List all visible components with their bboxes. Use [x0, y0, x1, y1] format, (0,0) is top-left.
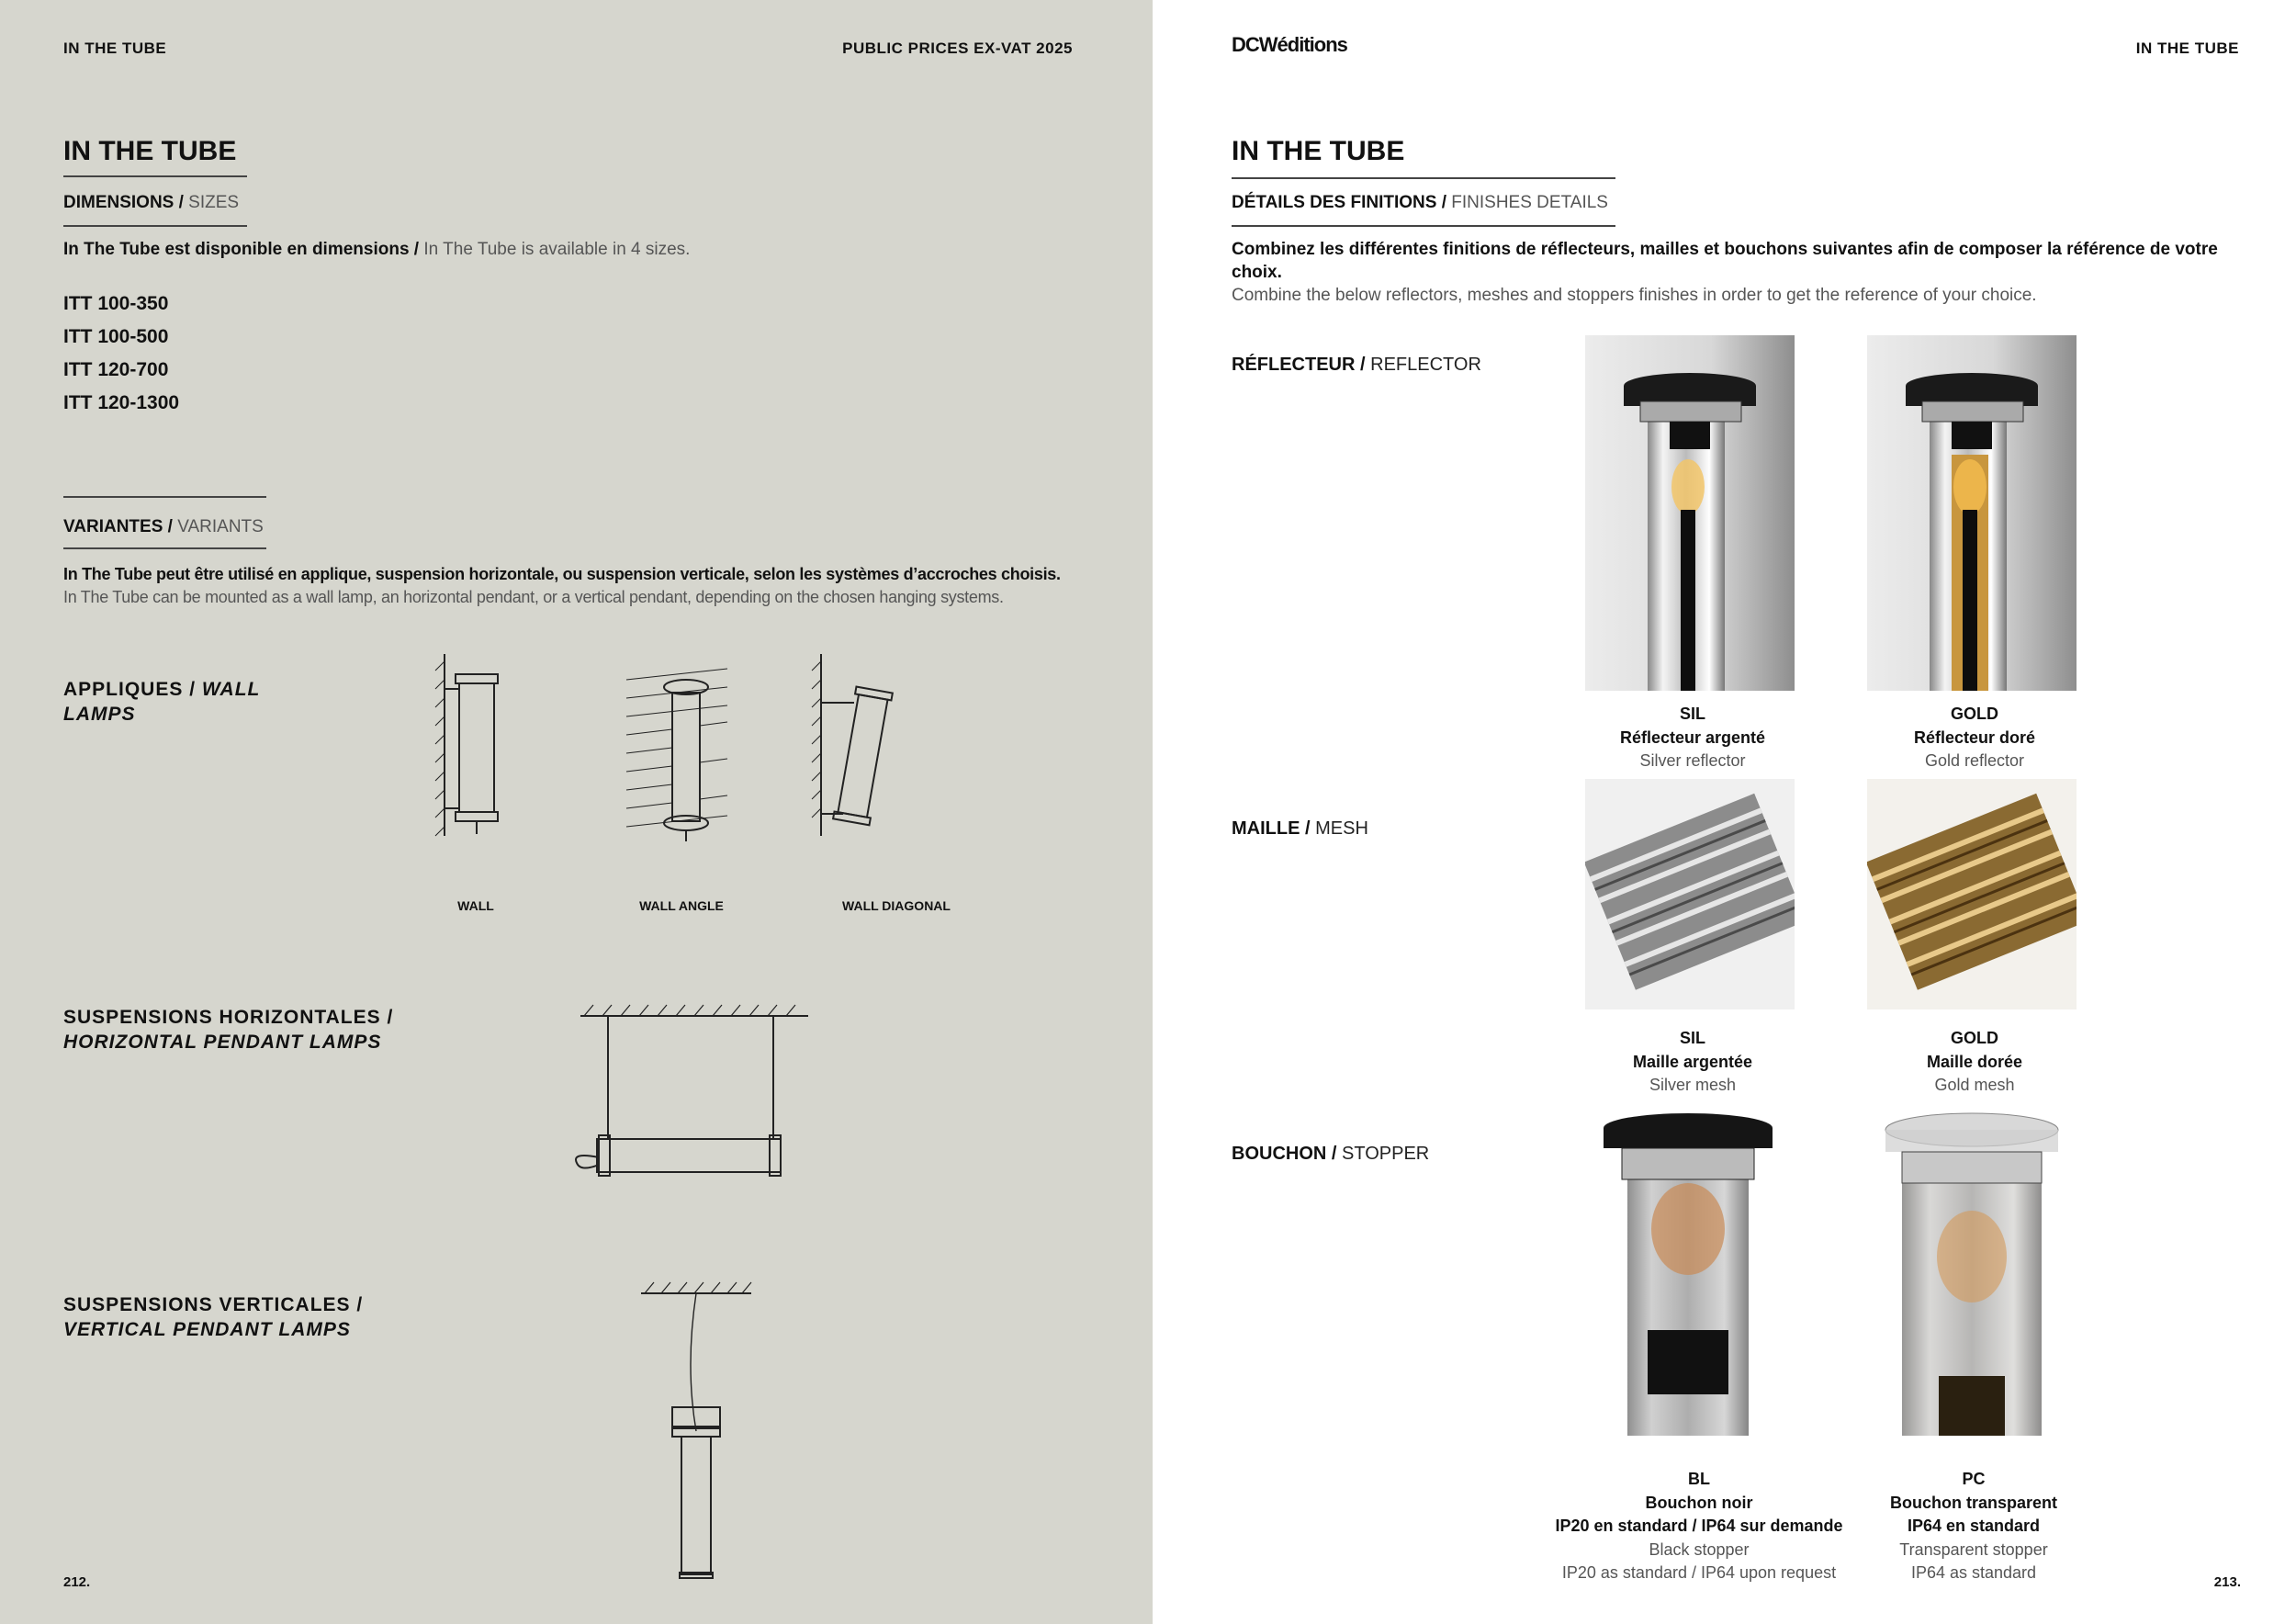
divider — [1232, 177, 1615, 179]
wall-drawing — [435, 654, 498, 836]
finish-en: Silver reflector — [1639, 751, 1746, 770]
heading-en: VARIANTS — [172, 517, 264, 536]
finish-code: SIL — [1679, 1029, 1705, 1047]
finish-code: BL — [1688, 1470, 1710, 1488]
wall-angle-drawing — [626, 669, 727, 841]
finish-fr: Bouchon noir — [1645, 1493, 1753, 1512]
size-item: ITT 120-1300 — [63, 392, 180, 413]
page-title: IN THE TUBE — [1232, 136, 1405, 166]
finish-en: Transparent stopper — [1899, 1539, 2048, 1559]
intro-en: In The Tube is available in 4 sizes. — [419, 240, 691, 259]
finish-code: PC — [1962, 1470, 1986, 1488]
finish-en: Silver mesh — [1649, 1076, 1737, 1094]
finishes-text — [1232, 238, 2251, 307]
finish-en: Gold reflector — [1924, 751, 2025, 770]
finish-fr: Réflecteur argenté — [1619, 727, 1766, 747]
variants-text — [63, 563, 1120, 609]
dimensions-heading — [63, 193, 239, 213]
page-title: IN THE TUBE — [63, 136, 237, 166]
divider — [1232, 225, 1615, 227]
reflector-heading — [1232, 355, 1481, 376]
heading-en: MESH — [1310, 818, 1368, 839]
text-fr: Combinez les différentes finitions de réflecteurs, mailles et bouchons suivantes afin de composer la référence de votre choix. — [1232, 240, 2218, 282]
size-item: ITT 120-700 — [63, 359, 169, 380]
wall-diagonal-label: WALL DIAGONAL — [842, 898, 951, 913]
sizes-list — [63, 288, 179, 420]
running-header: IN THE TUBE — [63, 39, 167, 57]
gold-mesh-photo — [1867, 779, 2077, 1009]
divider — [63, 547, 266, 549]
heading-en: HORIZONTAL PENDANT LAMPS — [63, 1032, 382, 1053]
intro-fr: In The Tube est disponible en dimensions / — [63, 240, 420, 259]
text-fr: In The Tube peut être utilisé en applique, suspension horizontale, ou suspension verticale, selon les systèmes d’accroches choisis. — [63, 565, 1061, 583]
heading-fr: APPLIQUES / — [63, 679, 197, 700]
transparent-stopper-photo — [1884, 1110, 2060, 1436]
finish-code: GOLD — [1951, 1029, 1998, 1047]
wall-lamps-heading — [63, 677, 302, 727]
black-stopper-caption — [1534, 1468, 1864, 1585]
finish-code: SIL — [1679, 705, 1705, 723]
variants-heading — [63, 517, 264, 537]
horizontal-pendant-drawing — [562, 1001, 819, 1185]
wall-lamp-drawings — [432, 652, 946, 845]
heading-en: WALL LAMPS — [63, 679, 260, 725]
text-en: In The Tube can be mounted as a wall lamp, an horizontal pendant, or a vertical pendant, depending on the chosen hanging systems. — [63, 588, 1004, 606]
finish-fr-ip: IP64 en standard — [1907, 1517, 2041, 1535]
finish-code: GOLD — [1951, 705, 1998, 723]
divider — [63, 225, 247, 227]
silver-mesh-caption — [1536, 1027, 1849, 1098]
black-stopper-photo — [1602, 1110, 1774, 1436]
stopper-heading — [1232, 1144, 1429, 1165]
heading-fr: VARIANTES / — [63, 517, 173, 536]
finish-fr: Maille dorée — [1926, 1052, 2023, 1071]
finish-en-ip: IP64 as standard — [1910, 1563, 2037, 1582]
heading-fr: MAILLE / — [1232, 818, 1311, 839]
heading-en: FINISHES DETAILS — [1446, 193, 1608, 212]
finish-fr-ip: IP20 en standard / IP64 sur demande — [1555, 1517, 1843, 1535]
dcw-logo: DCWéditions — [1232, 33, 1347, 56]
silver-reflector-photo — [1585, 335, 1795, 691]
finish-fr: Maille argentée — [1632, 1052, 1753, 1071]
vertical-pendant-heading — [63, 1292, 449, 1342]
right-page — [1153, 0, 2296, 1624]
divider — [63, 496, 266, 498]
page-number: 212. — [63, 1574, 91, 1590]
size-item: ITT 100-500 — [63, 326, 169, 347]
heading-fr: SUSPENSIONS HORIZONTALES / — [63, 1007, 394, 1028]
gold-mesh-caption — [1818, 1027, 2131, 1098]
finishes-heading — [1232, 193, 1608, 213]
wall-diagonal-drawing — [812, 654, 893, 836]
gold-reflector-caption — [1818, 703, 2131, 773]
finish-en: Black stopper — [1649, 1539, 1750, 1559]
divider — [63, 175, 247, 177]
silver-mesh-photo — [1585, 779, 1795, 1009]
finish-fr: Bouchon transparent — [1889, 1493, 2057, 1512]
heading-en: REFLECTOR — [1365, 355, 1481, 375]
heading-en: STOPPER — [1336, 1144, 1430, 1164]
heading-fr: DÉTAILS DES FINITIONS / — [1232, 193, 1446, 212]
text-en: Combine the below reflectors, meshes and stoppers finishes in order to get the reference of your choice. — [1232, 286, 2037, 305]
size-item: ITT 100-350 — [63, 293, 169, 314]
price-header: PUBLIC PRICES EX-VAT 2025 — [842, 39, 1073, 57]
heading-en: SIZES — [183, 193, 240, 212]
wall-angle-label: WALL ANGLE — [639, 898, 724, 913]
running-header: IN THE TUBE — [2135, 39, 2239, 57]
finish-fr: Réflecteur doré — [1913, 727, 2036, 747]
heading-fr: BOUCHON / — [1232, 1144, 1337, 1164]
heading-en: VERTICAL PENDANT LAMPS — [63, 1319, 351, 1340]
silver-reflector-caption — [1536, 703, 1849, 773]
vertical-pendant-drawing — [634, 1277, 762, 1585]
heading-fr: SUSPENSIONS VERTICALES / — [63, 1294, 364, 1315]
transparent-stopper-caption — [1818, 1468, 2130, 1585]
heading-fr: RÉFLECTEUR / — [1232, 355, 1366, 375]
mesh-heading — [1232, 818, 1368, 840]
heading-fr: DIMENSIONS / — [63, 193, 184, 212]
gold-reflector-photo — [1867, 335, 2077, 691]
page-number: 213. — [2213, 1574, 2241, 1590]
finish-en-ip: IP20 as standard / IP64 upon request — [1561, 1563, 1837, 1582]
horizontal-pendant-heading — [63, 1005, 449, 1054]
finish-en: Gold mesh — [1934, 1076, 2015, 1094]
wall-label: WALL — [457, 898, 494, 913]
dimensions-intro — [63, 238, 690, 261]
